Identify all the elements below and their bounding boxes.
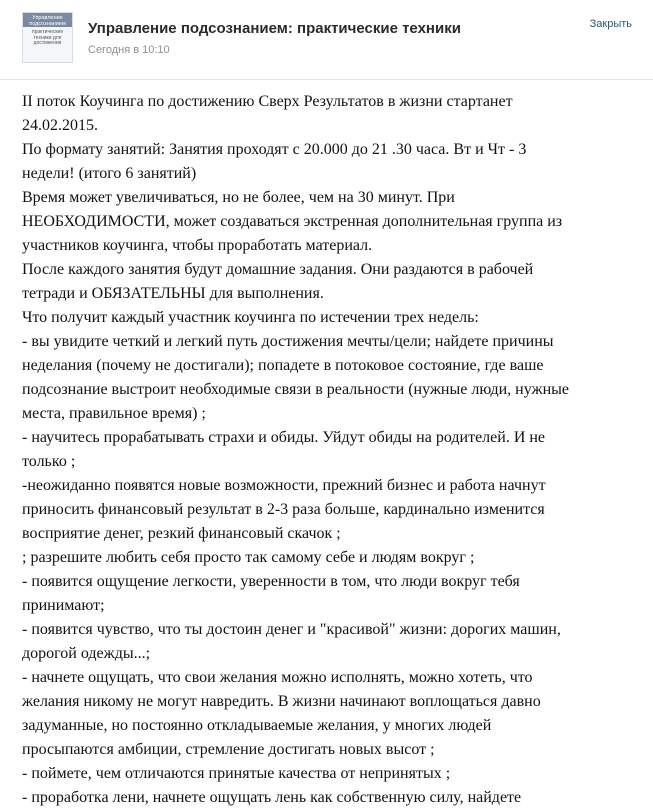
post-text-line: Время может увеличиваться, но не более, чем на 30 минут. При [22,189,455,206]
group-title[interactable]: Управление подсознанием: практические техники [88,20,461,37]
post-text-line: 24.02.2015. [22,117,98,134]
post-text-line: места, правильное время) ; [22,405,206,422]
post-text-line: дорогой одежды...; [22,645,151,662]
post-text-line: - научитесь прорабатывать страхи и обиды. Уйдут обиды на родителей. И не [22,429,546,446]
post-text-line: - поймете, чем отличаются принятые качества от непринятых ; [22,765,451,782]
post-header [0,0,653,80]
post-text-line: приносить финансовый результат в 2-3 раза больше, кардинально изменится [22,501,545,518]
post-text-line: участников коучинга, чтобы проработать материал. [22,237,373,254]
post-text-line: восприятие денег, резкий финансовый скачок ; [22,525,341,542]
post-text-line: - вы увидите четкий и легкий путь достижения мечты/цели; найдете причины [22,333,554,350]
post-text-line: Что получит каждый участник коучинга по истечении трех недель: [22,309,479,326]
post-text-line: желания никому не могут навредить. В жизни начинают воплощаться давно [22,693,541,710]
post-timestamp[interactable]: Сегодня в 10:10 [88,44,170,56]
post-text-line: принимают; [22,597,105,614]
post-text-line: По формату занятий: Занятия проходят с 20.000 до 21 .30 часа. Вт и Чт - 3 [22,141,527,158]
post-text-line: НЕОБХОДИМОСТИ, может создаваться экстренная дополнительная группа из [22,213,563,230]
post-text-line: -неожиданно появятся новые возможности, прежний бизнес и работа начнут [22,477,546,494]
post-text-line: - появится ощущение легкости, уверенности в том, что люди вокруг тебя [22,573,520,590]
post-text-line: подсознание выстроит необходимые связи в реальности (нужные люди, нужные [22,381,569,398]
post-text-line: недели! (итого 6 занятий) [22,165,197,182]
post-text-line: II поток Коучинга по достижению Сверх Результатов в жизни стартанет [22,93,513,110]
avatar-subtitle-text: практические техники для достижения [31,29,64,47]
post-text-line: задуманные, но постоянно откладываемые желания, у многих людей [22,717,492,734]
post-text-line: тетради и ОБЯЗАТЕЛЬНЫ для выполнения. [22,285,324,302]
post-text-line: - проработка лени, начнете ощущать лень как собственную силу, найдете [22,789,522,806]
post-text-line: просыпаются амбиции, стремление достигать новых высот ; [22,741,435,758]
post-text-line: неделания (почему не достигали); попадете в потоковое состояние, где ваше [22,357,544,374]
post-text-line: - начнете ощущать, что свои желания можно исполнять, можно хотеть, что [22,669,533,686]
post-body [22,90,634,810]
post-text-line: - появится чувство, что ты достоин денег и "красивой" жизни: дорогих машин, [22,621,561,638]
post-text-line: только ; [22,453,76,470]
avatar-title-text: Управление подсознанием [23,13,72,27]
group-avatar[interactable] [22,12,73,63]
post-text-line: После каждого занятия будут домашние задания. Они раздаются в рабочей [22,261,534,278]
close-link[interactable]: Закрыть [589,18,632,30]
post-text-line: ; разрешите любить себя просто так самому себе и людям вокруг ; [22,549,475,566]
